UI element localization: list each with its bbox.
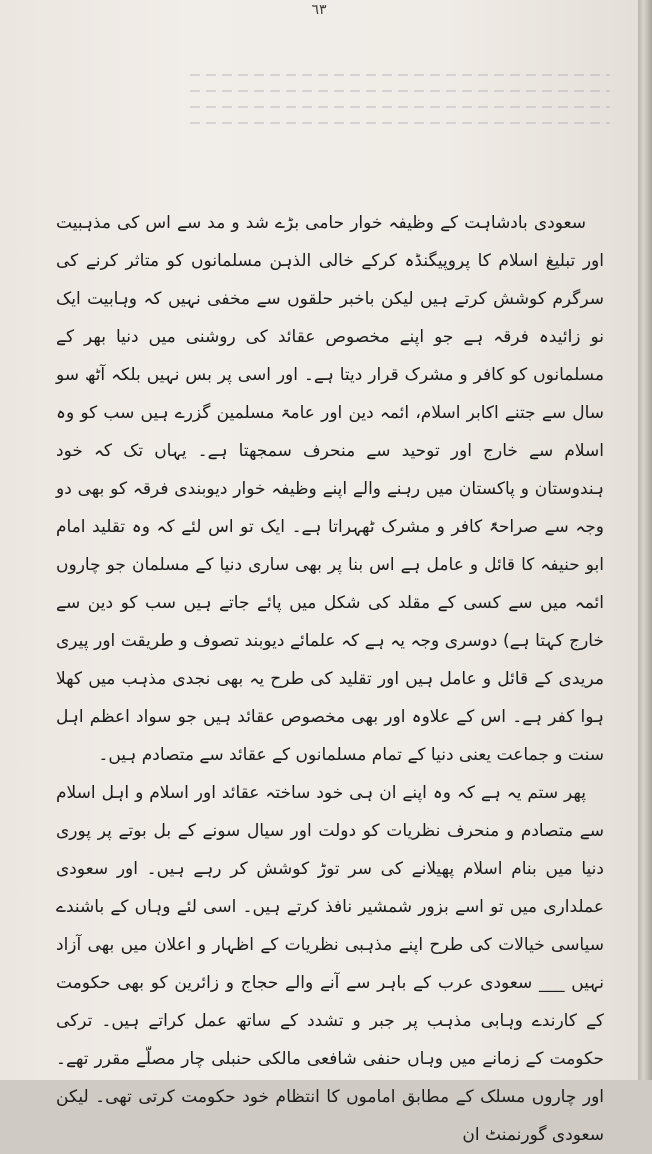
paragraph-2: پھر ستم یہ ہے کہ وہ اپنے ان ہی خود ساختہ عقائد اور اسلام و اہل اسلام سے متصادم و منحرف نظریات کو دولت اور سیال سونے کے بل بوتے پر پوری دنیا میں بنام اسلام پھیلانے کی سر توڑ کوشش کر رہے ہیں۔ اور سعودی عملداری میں تو اسے بزور شمشیر نافذ کرتے ہیں۔ اسی لئے وہاں کے باشندے سیاسی خیالات کی طرح اپنے مذہبی نظریات کے اظہار و اعلان میں بھی آزاد نہیں ___ سعودی عرب کے باہر سے آنے والے حجاج و زائرین کو بھی حکومت کے کارندے وہابی مذہب پر جبر و تشدد کے ساتھ عمل کراتے ہیں۔ ترکی حکومت کے زمانے میں وہاں حنفی شافعی مالکی حنبلی چار مصلّے مقرر تھے۔ اور چاروں مسلک کے مطابق اماموں کا انتظام خود حکومت کرتی تھی۔ لیکن سعودی گورنمنٹ ان	[56, 783, 604, 1145]
bleed-through-text	[190, 60, 610, 170]
body-text	[56, 204, 604, 1154]
bleed-through-line	[190, 74, 610, 76]
bleed-through-line	[190, 90, 610, 92]
bleed-through-line	[190, 122, 610, 124]
page-edge	[638, 0, 652, 1080]
bleed-through-line	[190, 106, 610, 108]
page-number: ٦٣	[311, 2, 327, 18]
paragraph-1: سعودی بادشاہت کے وظیفہ خوار حامی بڑے شد و مد سے اس کی مذہبیت اور تبلیغ اسلام کا پروپیگنڈہ کرکے خالی الذہن مسلمانوں کو متاثر کرنے کی سرگرم کوشش کرتے ہیں لیکن باخبر حلقوں سے مخفی نہیں کہ وہابیت ایک نو زائیدہ فرقہ ہے جو اپنے مخصوص عقائد کی روشنی میں دنیا بھر کے مسلمانوں کو کافر و مشرک قرار دیتا ہے۔ اور اسی پر بس نہیں بلکہ آٹھ سو سال سے جتنے اکابر اسلام، ائمہ دین اور عامۃ مسلمین گزرے ہیں سب کو وہ اسلام سے خارج اور توحید سے منحرف سمجھتا ہے۔ یہاں تک کہ خود ہندوستان و پاکستان میں رہنے والے اپنے وظیفہ خوار دیوبندی فرقہ کو بھی دو وجہ سے صراحۃً کافر و مشرک ٹھہراتا ہے۔ ایک تو اس لئے کہ وہ تقلید امام ابو حنیفہ کا قائل و عامل ہے اس بنا پر بھی ساری دنیا کے مسلمان جو چاروں ائمہ میں سے کسی کے مقلد کی شکل میں پائے جاتے ہیں سب کو دین سے خارج کہتا ہے) دوسری وجہ یہ ہے کہ علمائے دیوبند تصوف و طریقت اور پیری مریدی کے قائل و عامل ہیں اور تقلید کی طرح یہ بھی نجدی مذہب میں کھلا ہوا کفر ہے۔ اس کے علاوہ اور بھی مخصوص عقائد ہیں جو سواد اعظم اہل سنت و جماعت یعنی دنیا کے تمام مسلمانوں کے عقائد سے متصادم ہیں۔	[56, 213, 604, 765]
